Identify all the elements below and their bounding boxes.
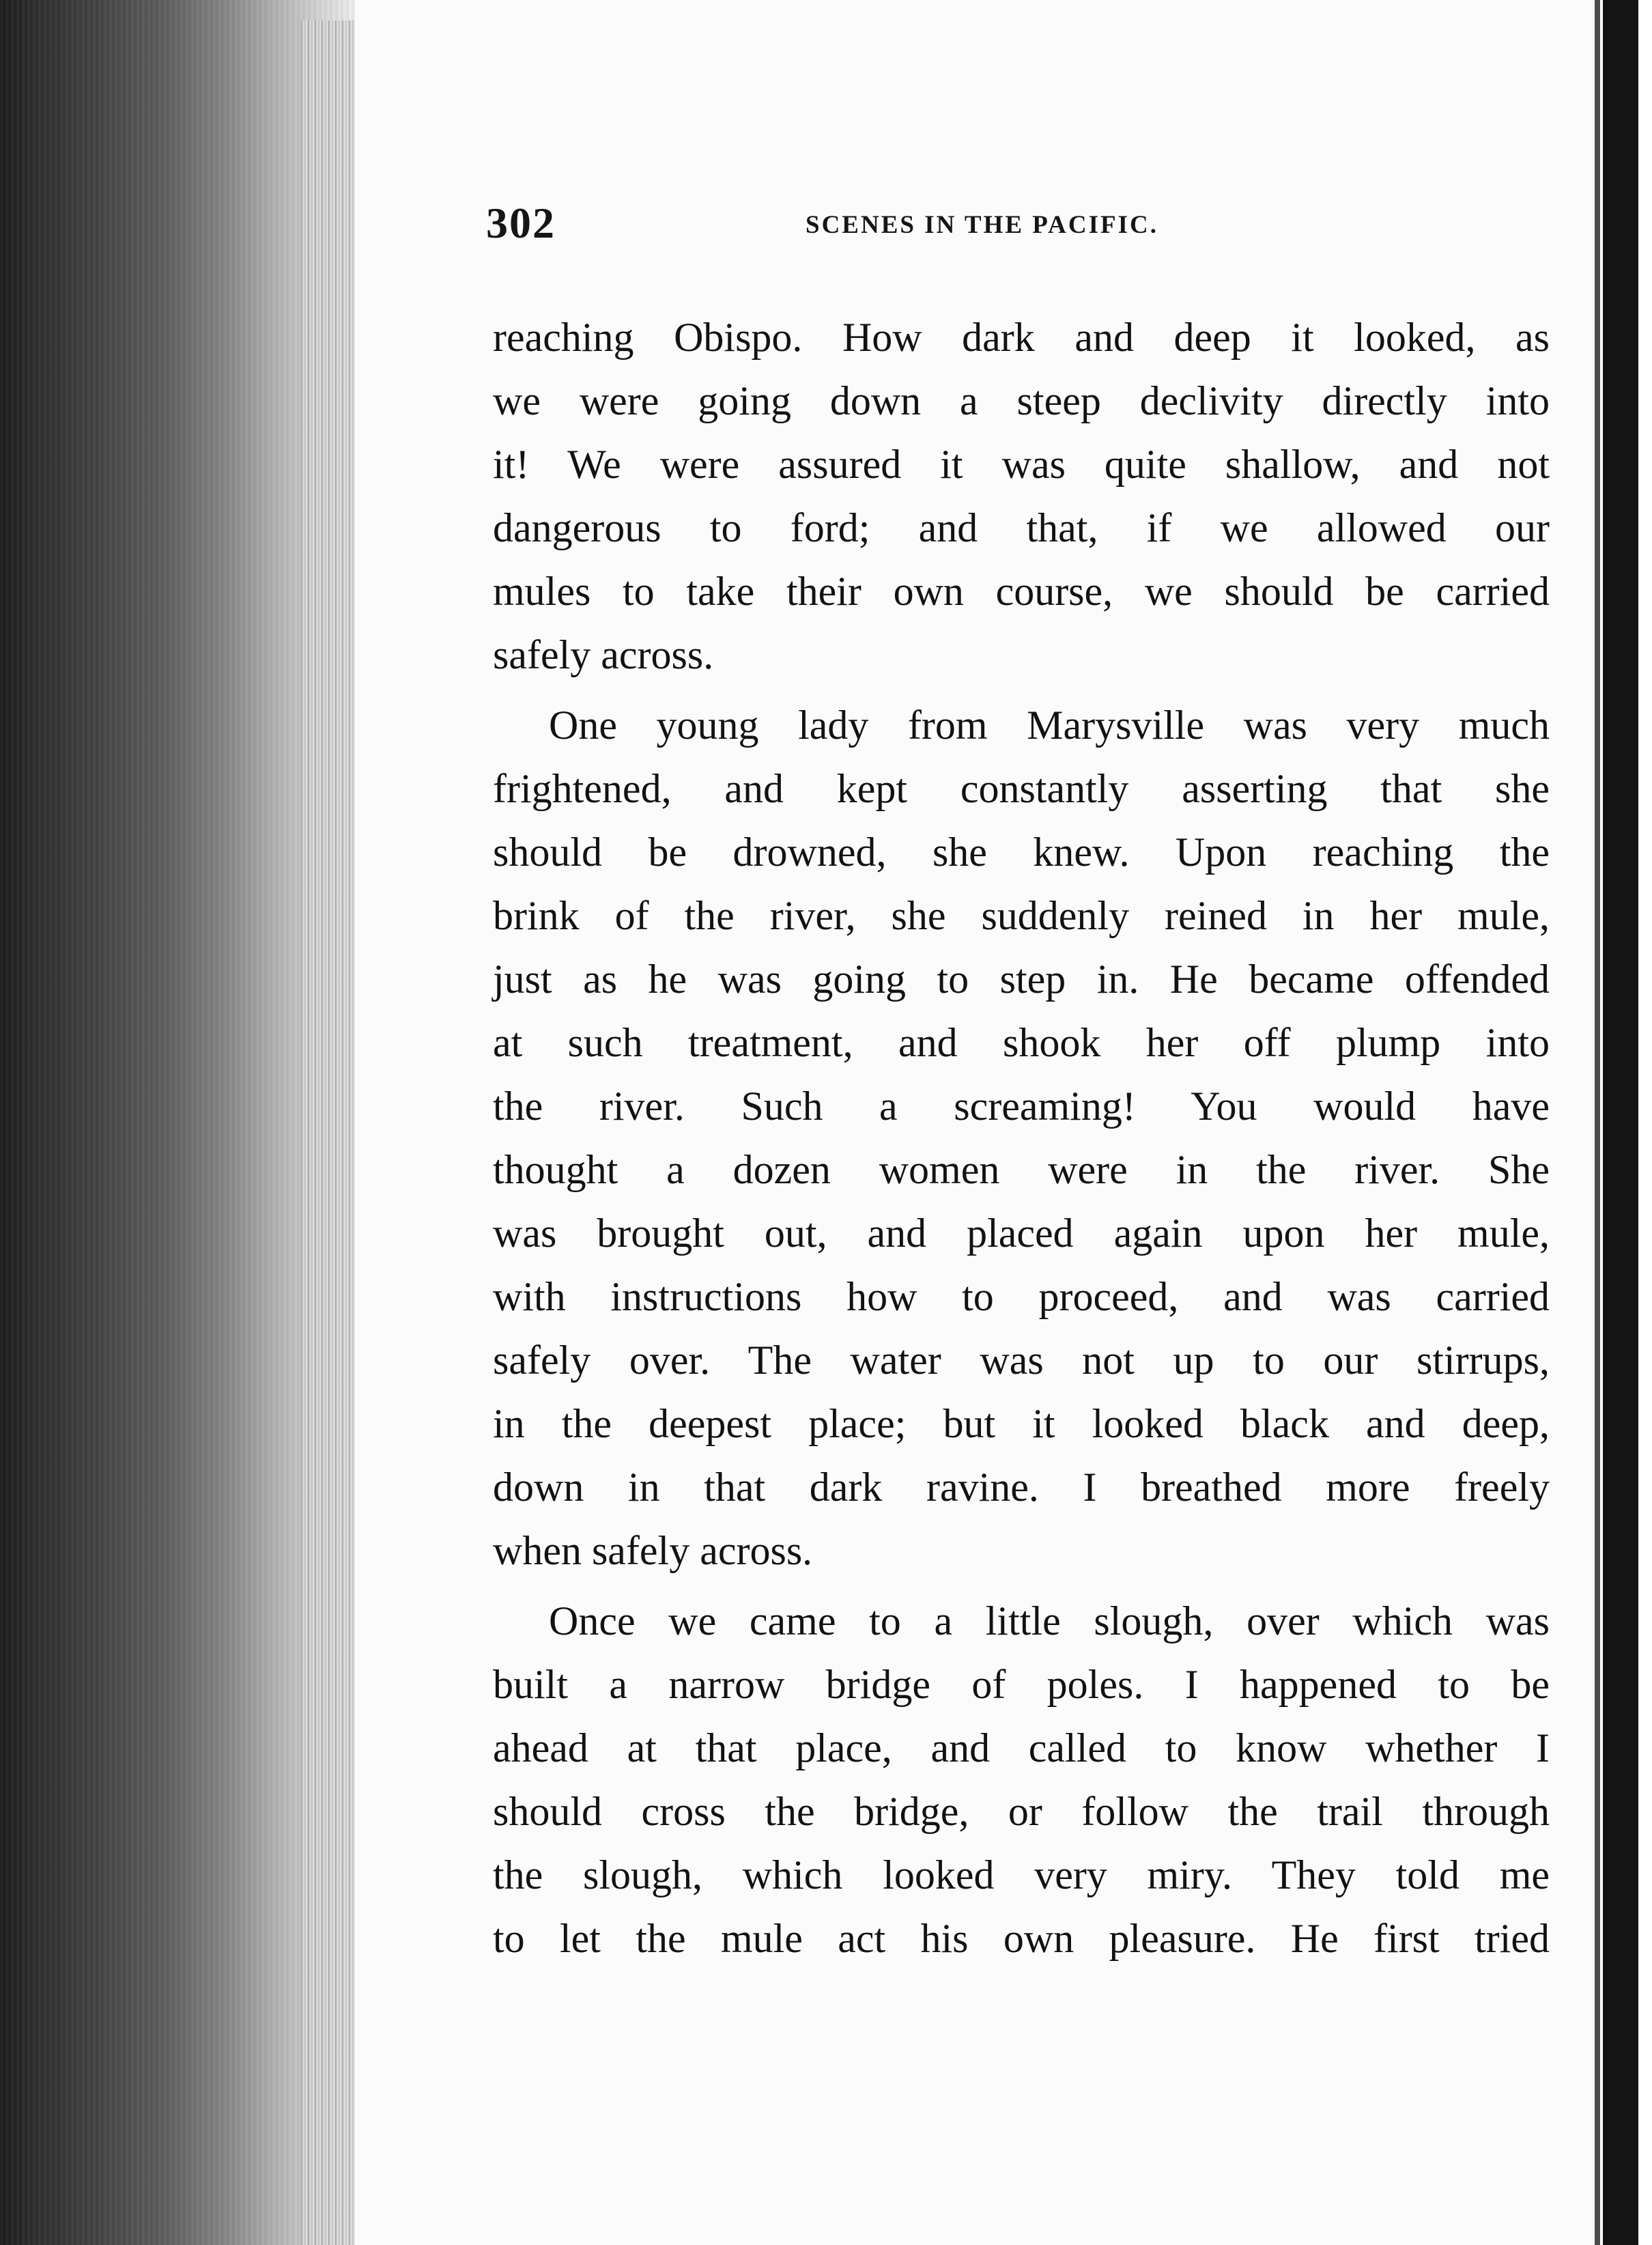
- text-line: down in that dark ravine. I breathed more freely: [493, 1465, 1550, 1510]
- page-edge-strands: [300, 20, 362, 2245]
- text-line: at such treatment, and shook her off plump into: [493, 1020, 1550, 1065]
- paragraph-1: [493, 306, 1550, 687]
- running-head: [486, 198, 1339, 259]
- paragraph-2: [493, 694, 1550, 1583]
- text-line: just as he was going to step in. He became offended: [493, 957, 1550, 1002]
- text-line: the slough, which looked very miry. They told me: [493, 1852, 1550, 1897]
- text-line: when safely across.: [493, 1528, 813, 1573]
- text-line: should cross the bridge, or follow the trail through: [493, 1789, 1550, 1834]
- text-line: reaching Obispo. How dark and deep it looked, as: [493, 315, 1550, 360]
- text-line: One young lady from Marysville was very much: [549, 703, 1550, 748]
- text-line: Once we came to a little slough, over which was: [549, 1598, 1550, 1643]
- paragraph-3: [493, 1590, 1550, 1971]
- page-number: 302: [486, 199, 556, 247]
- text-line: was brought out, and placed again upon her mule,: [493, 1211, 1550, 1256]
- text-line: to let the mule act his own pleasure. He first tried: [493, 1916, 1550, 1961]
- running-head-title: SCENES IN THE PACIFIC.: [806, 211, 1158, 239]
- text-line: should be drowned, she knew. Upon reaching the: [493, 830, 1550, 875]
- paragraph-gap: [493, 1583, 1550, 1590]
- paragraph-gap: [493, 687, 1550, 694]
- text-line: we were going down a steep declivity directly into: [493, 378, 1550, 423]
- text-line: ahead at that place, and called to know whether I: [493, 1725, 1550, 1770]
- text-line: with instructions how to proceed, and was carried: [493, 1274, 1550, 1319]
- right-frame-bar: [1603, 0, 1638, 2245]
- text-line: built a narrow bridge of poles. I happened to be: [493, 1662, 1550, 1707]
- text-line: thought a dozen women were in the river. She: [493, 1147, 1550, 1192]
- text-line: the river. Such a screaming! You would have: [493, 1084, 1550, 1129]
- text-line: safely over. The water was not up to our stirrups,: [493, 1338, 1550, 1383]
- text-line: it! We were assured it was quite shallow, and not: [493, 442, 1550, 487]
- text-line: dangerous to ford; and that, if we allowed our: [493, 505, 1550, 550]
- text-line: brink of the river, she suddenly reined in her mule,: [493, 893, 1550, 938]
- right-frame-shadow: [1595, 0, 1600, 2245]
- body-text: [493, 306, 1550, 1971]
- text-line: in the deepest place; but it looked black and deep,: [493, 1401, 1550, 1446]
- text-line: safely across.: [493, 632, 714, 677]
- text-line: frightened, and kept constantly asserting that she: [493, 766, 1550, 811]
- text-line: mules to take their own course, we should be carried: [493, 569, 1550, 614]
